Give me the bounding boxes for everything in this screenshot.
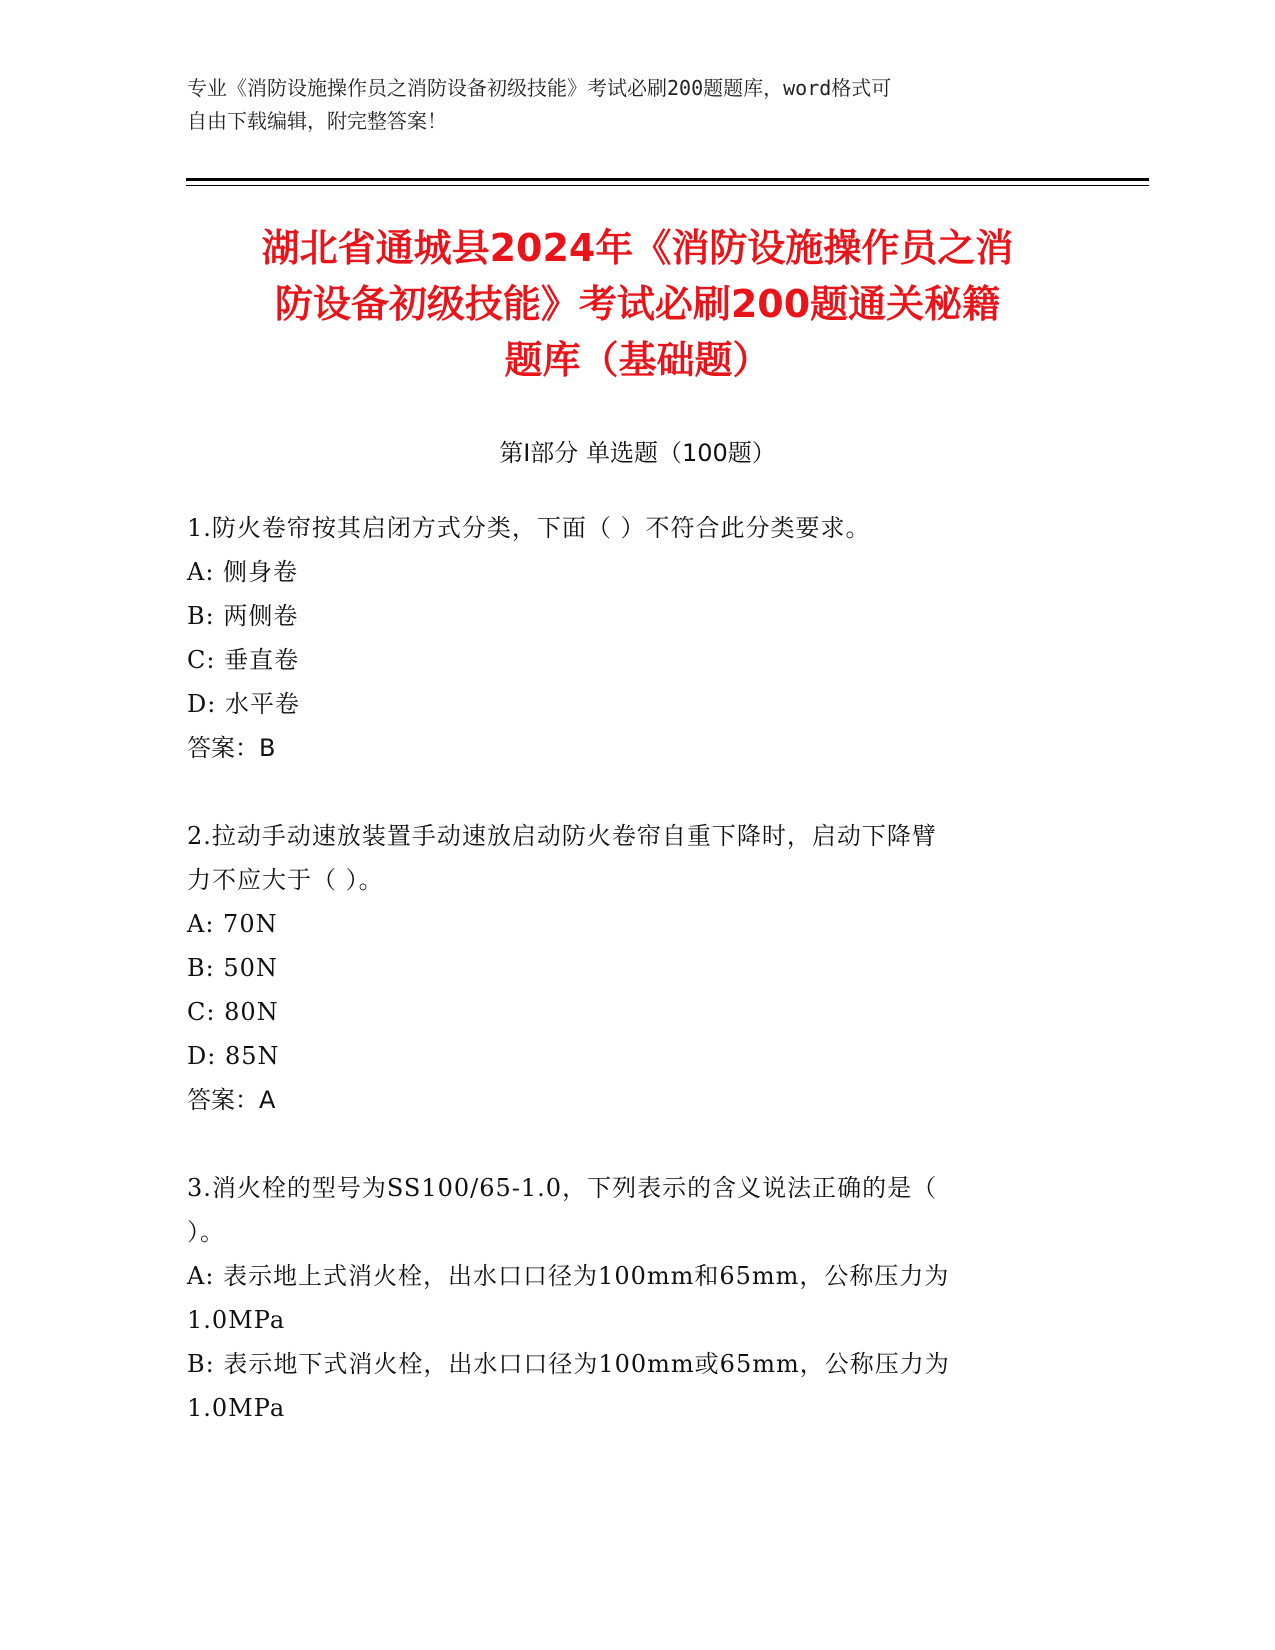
question-1-stem: 1.防火卷帘按其启闭方式分类，下面（ ）不符合此分类要求。 [187,514,871,542]
question-2-stem-line-1: 2.拉动手动速放装置手动速放启动防火卷帘自重下降时，启动下降臂 [187,822,937,850]
question-1-answer: 答案：B [187,734,276,762]
title-line-3: 题库（基础题） [504,338,771,382]
header-note-line-2: 自由下载编辑，附完整答案！ [187,109,447,133]
question-3-option-a-line-1: A: 表示地上式消火栓，出水口口径为100mm和65mm，公称压力为 [187,1262,950,1290]
question-2-option-d: D: 85N [187,1042,280,1070]
question-2-option-a: A: 70N [187,910,278,938]
question-1-option-d: D: 水平卷 [187,690,300,718]
question-1-option-c: C: 垂直卷 [187,646,300,674]
header-divider-thin [186,185,1149,186]
header-divider-thick [186,178,1149,181]
section-heading: 第Ⅰ部分 单选题（100题） [499,439,776,467]
title-line-1: 湖北省通城县2024年《消防设施操作员之消 [261,226,1014,270]
question-2-stem-line-2: 力不应大于（ ）。 [187,866,384,894]
question-1-option-a: A: 侧身卷 [187,558,299,586]
question-3-option-a-line-2: 1.0MPa [187,1306,286,1334]
question-3-option-b-line-1: B: 表示地下式消火栓，出水口口径为100mm或65mm，公称压力为 [187,1350,950,1378]
question-3-stem-line-2: ）。 [187,1218,225,1246]
title-line-2: 防设备初级技能》考试必刷200题通关秘籍 [274,282,1001,326]
question-2-option-b: B: 50N [187,954,278,982]
question-2-option-c: C: 80N [187,998,279,1026]
document-title [150,220,1125,388]
header-note [187,72,1077,138]
question-3-option-b-line-2: 1.0MPa [187,1394,286,1422]
question-1-option-b: B: 两侧卷 [187,602,299,630]
question-2-answer: 答案：A [187,1086,276,1114]
question-3-stem-line-1: 3.消火栓的型号为SS100/65-1.0，下列表示的含义说法正确的是（ [187,1174,938,1202]
header-note-line-1: 专业《消防设施操作员之消防设备初级技能》考试必刷200题题库，word格式可 [187,76,892,100]
